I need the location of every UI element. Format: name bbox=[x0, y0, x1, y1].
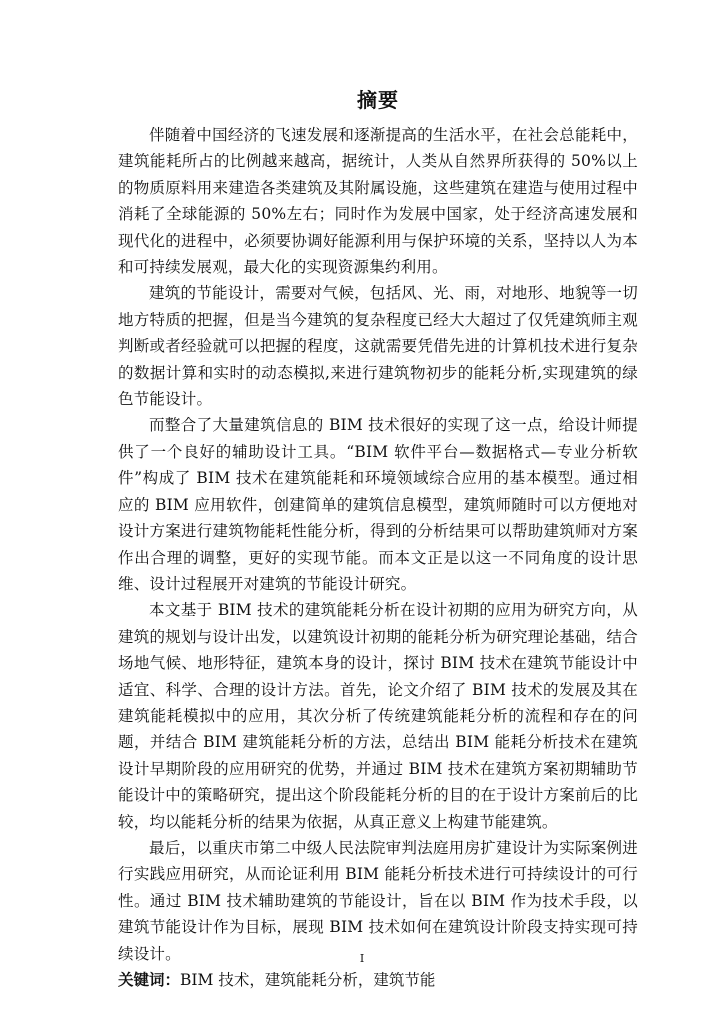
abstract-paragraph-4: 本文基于 BIM 技术的建筑能耗分析在设计初期的应用为研究方向，从建筑的规划与设计出发，以建筑设计初期的能耗分析为研究理论基础，结合场地气候、地形特征，建筑本身的设计，探讨 BIM 技术在建筑节能设计中适宜、科学、合理的设计方法。首先，论文介绍了 BIM 技术的发展及其在建筑能耗模拟中的应用，其次分析了传统建筑能耗分析的流程和存在的问题，并结合 BIM 建筑能耗分析的方法，总结出 BIM 能耗分析技术在建筑设计早期阶段的应用研究的优势，并通过 BIM 技术在建筑方案初期辅助节能设计中的策略研究，提出这个阶段能耗分析的目的在于设计方案前后的比较，均以能耗分析的结果为依据，从真正意义上构建节能建筑。 bbox=[118, 601, 638, 831]
page-number: I bbox=[359, 952, 365, 965]
keywords-line bbox=[118, 967, 638, 993]
abstract-paragraph-3: 而整合了大量建筑信息的 BIM 技术很好的实现了这一点，给设计师提供了一个良好的辅助设计工具。“BIM 软件平台—数据格式—专业分析软件”构成了 BIM 技术在建筑能耗和环境领域综合应用的基本模型。通过相应的 BIM 应用软件，创建简单的建筑信息模型，建筑师随时可以方便地对设计方案进行建筑物能耗性能分析，得到的分析结果可以帮助建筑师对方案作出合理的调整，更好的实现节能。而本文正是以这一不同角度的设计思维、设计过程展开对建筑的节能设计研究。 bbox=[118, 416, 638, 593]
abstract-paragraph-2: 建筑的节能设计，需要对气候，包括风、光、雨，对地形、地貌等一切地方特质的把握，但是当今建筑的复杂程度已经大大超过了仅凭建筑师主观判断或者经验就可以把握的程度，这就需要凭借先进的计算机技术进行复杂的数据计算和实时的动态模拟,来进行建筑物初步的能耗分析,实现建筑的绿色节能设计。 bbox=[118, 284, 638, 409]
keywords-text: BIM 技术，建筑能耗分析，建筑节能 bbox=[180, 971, 436, 989]
abstract-page bbox=[118, 88, 638, 993]
abstract-paragraph-1: 伴随着中国经济的飞速发展和逐渐提高的生活水平，在社会总能耗中，建筑能耗所占的比例越来越高，据统计，人类从自然界所获得的 50%以上的物质原料用来建造各类建筑及其附属设施，这些建筑在建造与使用过程中消耗了全球能源的 50%左右；同时作为发展中国家，处于经济高速发展和现代化的进程中，必须要协调好能源利用与保护环境的关系，坚持以人为本和可持续发展观，最大化的实现资源集约利用。 bbox=[118, 126, 638, 277]
keywords-label: 关键词： bbox=[118, 971, 181, 989]
abstract-paragraph-5: 最后，以重庆市第二中级人民法院审判法庭用房扩建设计为实际案例进行实践应用研究，从而论证利用 BIM 能耗分析技术进行可持续设计的可行性。通过 BIM 技术辅助建筑的节能设计，旨在以 BIM 作为技术手段，以建筑节能设计作为目标，展现 BIM 技术如何在建筑设计阶段支持实现可持续设计。 bbox=[118, 838, 638, 963]
abstract-title: 摘要 bbox=[357, 88, 399, 112]
